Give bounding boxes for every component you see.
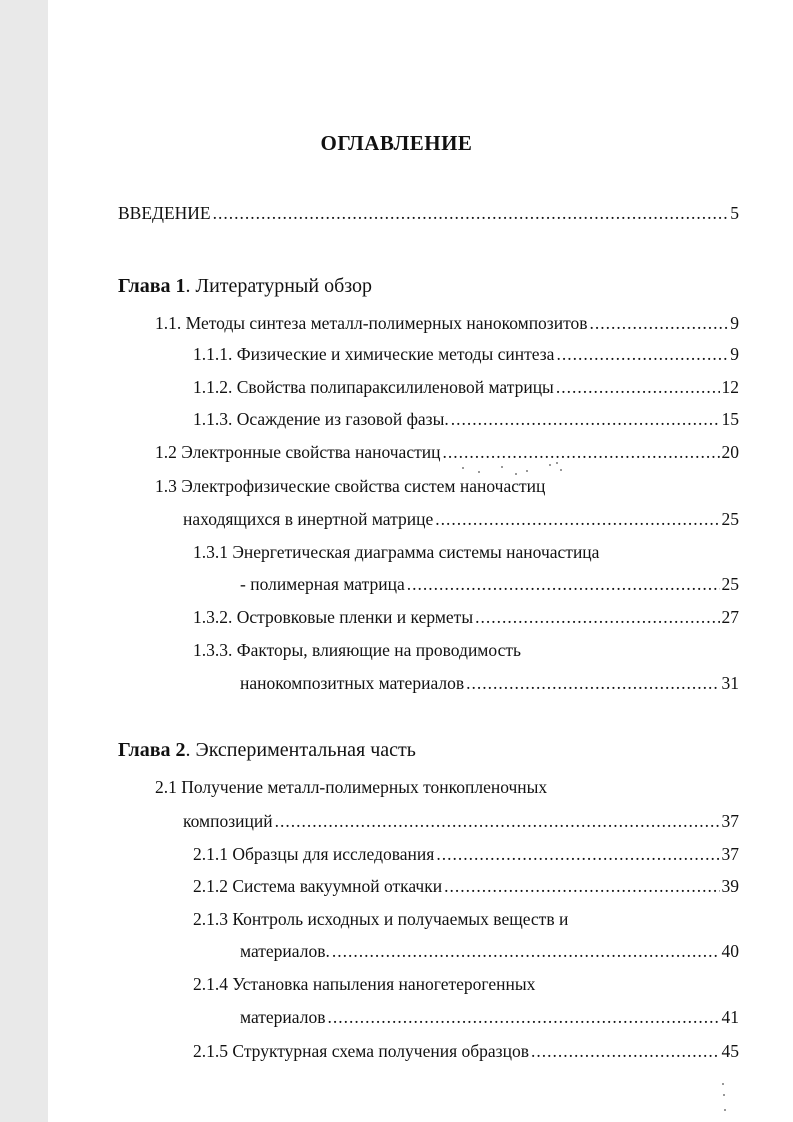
toc-entry-label: 1.3.2. Островковые пленки и керметы bbox=[193, 607, 474, 627]
toc-entry-label-continued: нанокомпозитных материалов bbox=[240, 673, 465, 693]
toc-entry-2-1-5[interactable] bbox=[193, 1039, 739, 1063]
toc-entry-label-continued: композиций bbox=[183, 811, 273, 831]
toc-entry-page: 9 bbox=[730, 344, 739, 364]
toc-entry-1-3-label[interactable]: 1.3 Электрофизические свойства систем наночастиц bbox=[155, 476, 546, 496]
toc-leader-dots bbox=[213, 201, 729, 225]
toc-entry-label: 2.1.1 Образцы для исследования bbox=[193, 844, 435, 864]
toc-entry-2-1-4-label[interactable]: 2.1.4 Установка напыления наногетерогенных bbox=[193, 974, 536, 994]
toc-entry-1-2[interactable] bbox=[155, 440, 739, 464]
toc-entry-2-1-3-label[interactable]: 2.1.3 Контроль исходных и получаемых веществ и bbox=[193, 909, 569, 929]
toc-entry-page: 5 bbox=[730, 203, 739, 223]
toc-entry-intro[interactable] bbox=[118, 201, 739, 225]
toc-entry-label-continued: материалов. bbox=[240, 941, 330, 961]
toc-entry-1-1-2[interactable] bbox=[193, 375, 739, 399]
toc-entry-1-3-2[interactable] bbox=[193, 605, 739, 629]
toc-entry-1-3-3[interactable] bbox=[240, 671, 739, 695]
scan-speckle bbox=[462, 467, 464, 469]
scan-margin-shadow bbox=[0, 0, 48, 1122]
scan-speckle bbox=[556, 462, 558, 464]
toc-entry-page: 20 bbox=[721, 442, 739, 462]
scan-speckle bbox=[501, 466, 503, 468]
toc-entry-page: 31 bbox=[721, 673, 739, 693]
toc-entry-2-1-label[interactable]: 2.1 Получение металл-полимерных тонкопленочных bbox=[155, 777, 548, 797]
toc-leader-dots bbox=[435, 507, 719, 531]
scan-speckle bbox=[724, 1109, 726, 1111]
scan-speckle bbox=[515, 473, 517, 475]
toc-entry-page: 15 bbox=[721, 409, 739, 429]
toc-leader-dots bbox=[475, 605, 719, 629]
toc-leader-dots bbox=[556, 375, 720, 399]
toc-entry-1-1-1[interactable] bbox=[193, 342, 739, 366]
toc-entry-label: 1.1.1. Физические и химические методы синтеза bbox=[193, 344, 555, 364]
toc-leader-dots bbox=[556, 342, 728, 366]
toc-leader-dots bbox=[332, 939, 720, 963]
toc-leader-dots bbox=[436, 842, 719, 866]
chapter-2-name: . Экспериментальная часть bbox=[185, 739, 416, 761]
toc-entry-2-1-3[interactable] bbox=[240, 939, 739, 963]
toc-entry-1-3-3-label[interactable]: 1.3.3. Факторы, влияющие на проводимость bbox=[193, 640, 521, 660]
scan-speckle bbox=[722, 1083, 724, 1085]
toc-leader-dots bbox=[275, 809, 720, 833]
toc-leader-dots bbox=[327, 1005, 719, 1029]
toc-entry-label: 1.1.3. Осаждение из газовой фазы. bbox=[193, 409, 449, 429]
toc-entry-label: 1.1. Методы синтеза металл-полимерных нанокомпозитов bbox=[155, 313, 588, 333]
scan-speckle bbox=[526, 470, 528, 472]
toc-entry-page: 12 bbox=[721, 377, 739, 397]
toc-entry-page: 25 bbox=[721, 574, 739, 594]
toc-leader-dots bbox=[531, 1039, 720, 1063]
scan-speckle bbox=[549, 464, 551, 466]
toc-entry-label: 1.1.2. Свойства полипараксилиленовой матрицы bbox=[193, 377, 554, 397]
toc-leader-dots bbox=[444, 874, 719, 898]
toc-entry-1-1-3[interactable] bbox=[193, 407, 739, 431]
toc-entry-page: 37 bbox=[721, 811, 739, 831]
toc-entry-1-3[interactable] bbox=[183, 507, 739, 531]
toc-entry-label: 2.1.5 Структурная схема получения образцов bbox=[193, 1041, 529, 1061]
scan-speckle bbox=[560, 469, 562, 471]
toc-leader-dots bbox=[442, 440, 719, 464]
chapter-1-number: Глава 1 bbox=[118, 275, 186, 297]
toc-leader-dots bbox=[407, 572, 720, 596]
chapter-1-name: . Литературный обзор bbox=[185, 275, 373, 297]
chapter-2-heading bbox=[118, 736, 416, 764]
toc-entry-page: 27 bbox=[721, 607, 739, 627]
toc-entry-page: 9 bbox=[730, 313, 739, 333]
chapter-1-heading bbox=[118, 272, 372, 300]
chapter-2-number: Глава 2 bbox=[118, 739, 186, 761]
toc-entry-page: 45 bbox=[721, 1041, 739, 1061]
toc-entry-page: 25 bbox=[721, 509, 739, 529]
toc-entry-page: 39 bbox=[721, 876, 739, 896]
toc-entry-1-1[interactable] bbox=[155, 311, 739, 335]
scan-speckle bbox=[723, 1094, 725, 1096]
toc-entry-label: 1.2 Электронные свойства наночастиц bbox=[155, 442, 441, 462]
toc-entry-page: 41 bbox=[721, 1007, 739, 1027]
toc-entry-label-continued: материалов bbox=[240, 1007, 326, 1027]
toc-entry-2-1-2[interactable] bbox=[193, 874, 739, 898]
toc-entry-page: 40 bbox=[721, 941, 739, 961]
toc-entry-label: 2.1.2 Система вакуумной откачки bbox=[193, 876, 443, 896]
toc-entry-label-continued: - полимерная матрица bbox=[240, 574, 405, 594]
toc-entry-2-1-1[interactable] bbox=[193, 842, 739, 866]
toc-entry-2-1[interactable] bbox=[183, 809, 739, 833]
toc-entry-1-3-1[interactable] bbox=[240, 572, 739, 596]
toc-entry-page: 37 bbox=[721, 844, 739, 864]
toc-entry-2-1-4[interactable] bbox=[240, 1005, 739, 1029]
page-title: ОГЛАВЛЕНИЕ bbox=[320, 131, 473, 155]
toc-entry-label: ВВЕДЕНИЕ bbox=[118, 203, 211, 223]
toc-entry-label-continued: находящихся в инертной матрице bbox=[183, 509, 434, 529]
scan-speckle bbox=[478, 471, 480, 473]
toc-leader-dots bbox=[451, 407, 720, 431]
toc-leader-dots bbox=[590, 311, 729, 335]
toc-leader-dots bbox=[466, 671, 719, 695]
toc-entry-1-3-1-label[interactable]: 1.3.1 Энергетическая диаграмма системы наночастица bbox=[193, 542, 600, 562]
